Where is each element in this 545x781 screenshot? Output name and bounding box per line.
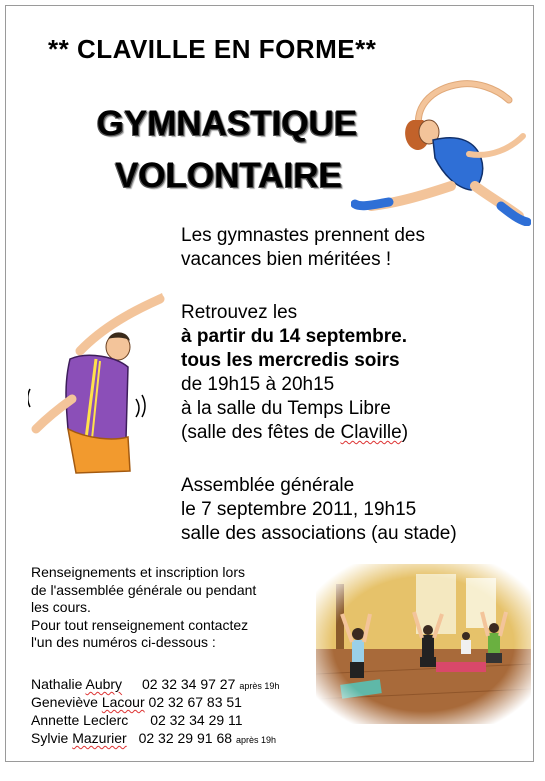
info-line-5: l'un des numéros ci-dessous : [31, 634, 216, 650]
schedule-start-date: à partir du 14 septembre. [181, 326, 407, 347]
contact-first-name: Annette Leclerc [31, 712, 129, 728]
title-line-2: VOLONTAIRE [115, 156, 342, 195]
contact-last-name: Mazurier [72, 730, 127, 746]
contact-first-name: Geneviève [31, 694, 102, 710]
contact-phone: 02 32 67 83 51 [148, 694, 242, 710]
flyer-page [5, 5, 534, 762]
info-line-4: Pour tout renseignement contactez [31, 616, 249, 633]
contact-last-name: Lacour [101, 694, 145, 710]
schedule-block [181, 301, 408, 445]
assembly-title: Assemblée générale [181, 475, 355, 496]
schedule-intro: Retrouvez les [181, 302, 298, 323]
intro-text [181, 224, 425, 272]
contact-note: après 19h [236, 735, 277, 745]
schedule-day: tous les mercredis soirs [181, 350, 400, 371]
contact-first-name: Nathalie [31, 676, 86, 692]
contact-row [31, 694, 279, 712]
info-line-2: de l'assemblée générale ou pendant [31, 581, 257, 598]
schedule-venue-detail [181, 421, 408, 445]
group-class-photo [316, 564, 531, 724]
venue-detail-prefix: (salle des fêtes de [181, 422, 341, 443]
intro-line-1: Les gymnastes prennent des [181, 225, 425, 246]
contact-list [31, 676, 279, 748]
contact-row [31, 712, 279, 730]
contact-row [31, 730, 279, 748]
contact-note: après 19h [239, 681, 280, 691]
schedule-hours: de 19h15 à 20h15 [181, 374, 335, 395]
club-name-heading: ** CLAVILLE EN FORME** [48, 34, 377, 64]
info-line-3: les cours. [31, 599, 91, 615]
info-block [31, 564, 256, 652]
title-line-1: GYMNASTIQUE [96, 104, 358, 143]
assembly-block [181, 474, 457, 546]
contact-phone: 02 32 29 91 68 [138, 730, 233, 746]
contact-first-name: Sylvie [31, 730, 73, 746]
contact-last-name: Aubry [85, 676, 123, 692]
intro-line-2: vacances bien méritées ! [181, 249, 392, 270]
info-line-1: Renseignements et inscription lors [31, 564, 245, 580]
schedule-venue: à la salle du Temps Libre [181, 398, 391, 419]
contact-phone: 02 32 34 97 27 [141, 676, 236, 692]
assembly-date: le 7 septembre 2011, 19h15 [181, 499, 417, 520]
contact-phone: 02 32 34 29 11 [150, 712, 243, 728]
assembly-location: salle des associations (au stade) [181, 523, 457, 544]
contact-row [31, 676, 279, 694]
side-stretch-figure-illustration [28, 289, 168, 474]
stretching-gymnast-illustration [351, 78, 531, 226]
venue-detail-suffix: ) [401, 422, 409, 443]
venue-detail-place: Claville [340, 422, 402, 443]
